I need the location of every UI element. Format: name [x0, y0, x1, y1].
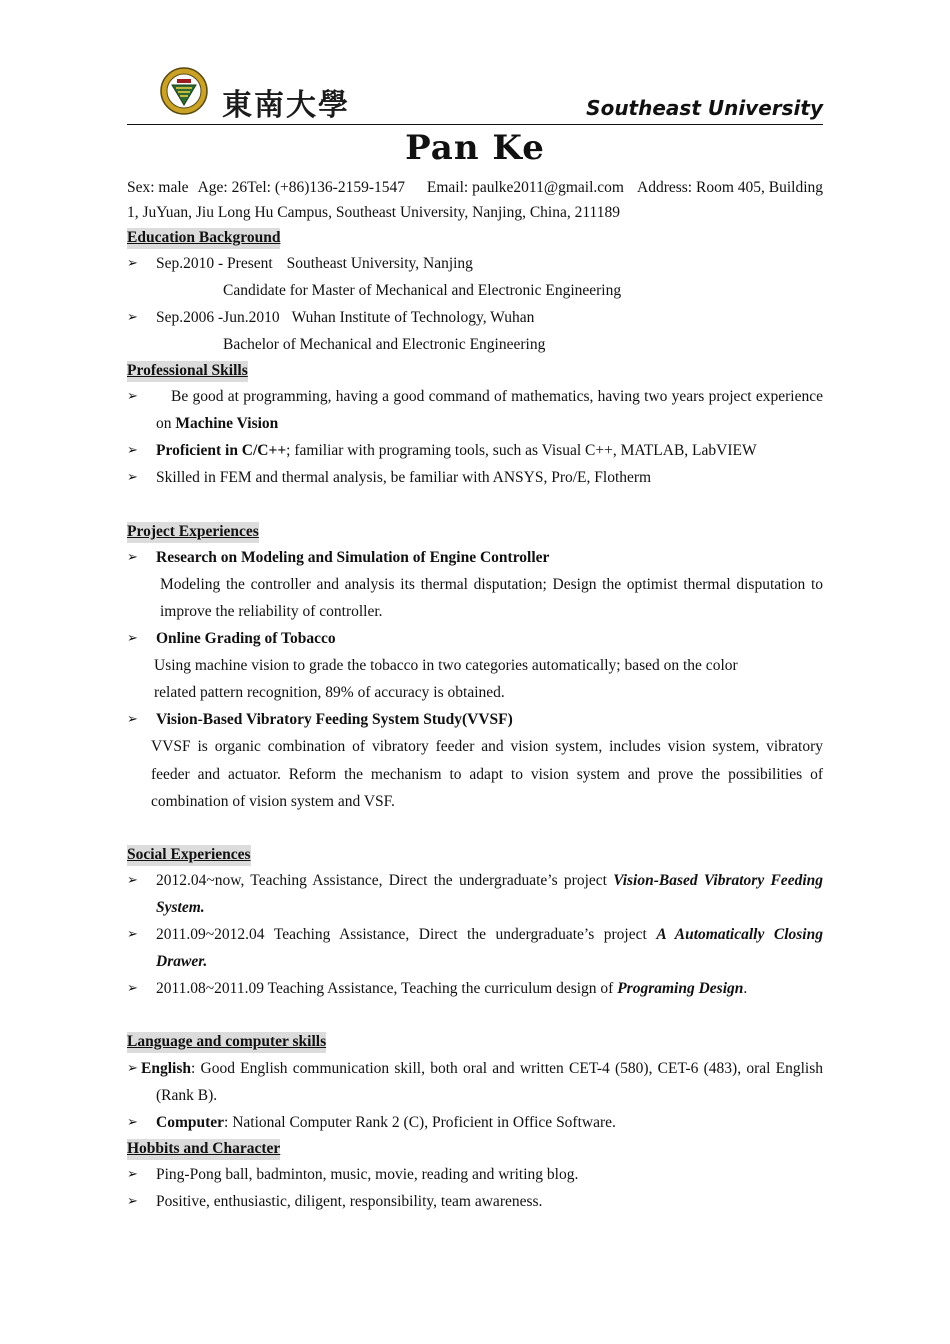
bullet-arrow-icon: ➢: [127, 927, 138, 942]
university-chinese-name: 東南大學: [222, 88, 350, 123]
language-label: English: [141, 1060, 191, 1077]
skill-text: Skilled in FEM and thermal analysis, be familiar with ANSYS, Pro/E, Flotherm: [156, 469, 652, 486]
skill-text: ; familiar with programing tools, such as Visual C++, MATLAB, LabVIEW: [286, 442, 757, 459]
hobby-item: [127, 1188, 823, 1215]
hobby-text: Ping-Pong ball, badminton, music, movie, reading and writing blog.: [156, 1166, 579, 1183]
language-text: : National Computer Rank 2 (C), Proficient in Office Software.: [224, 1114, 616, 1131]
project-item: [127, 544, 823, 571]
education-degree: Candidate for Master of Mechanical and Electronic Engineering: [223, 282, 622, 299]
university-seal-logo: [160, 67, 208, 115]
bullet-arrow-icon: ➢: [127, 981, 138, 996]
language-item: [127, 1055, 823, 1109]
hobby-text: Positive, enthusiastic, diligent, responsibility, team awareness.: [156, 1193, 543, 1210]
skill-item: [127, 383, 823, 437]
social-item: [127, 975, 823, 1002]
project-description-line: Using machine vision to grade the tobacco in two categories automatically; based on the color: [154, 657, 738, 674]
hobbies-heading: Hobbits and Character: [127, 1139, 280, 1160]
skill-item: [127, 437, 823, 464]
education-school: Southeast University, Nanjing: [286, 255, 473, 272]
social-item: [127, 867, 823, 921]
language-text: : Good English communication skill, both oral and written CET-4 (580), CET-6 (483), oral English (Rank B).: [156, 1060, 823, 1104]
project-title: Vision-Based Vibratory Feeding System Study(VVSF): [156, 711, 513, 728]
bullet-arrow-icon: ➢: [127, 1115, 138, 1130]
bullet-arrow-icon: ➢: [127, 1194, 138, 1209]
language-item: [127, 1109, 823, 1136]
project-item: [127, 706, 823, 733]
project-item: [127, 625, 823, 652]
address-field: Address: Room 405, Building 1, JuYuan, Jiu Long Hu Campus, Southeast University, Nanjing, China, 211189: [127, 179, 824, 221]
project-title: Online Grading of Tobacco: [156, 630, 336, 647]
projects-heading: Project Experiences: [127, 522, 259, 543]
project-title: Research on Modeling and Simulation of Engine Controller: [156, 549, 550, 566]
education-dates: Sep.2010 - Present: [156, 255, 273, 272]
education-degree: Bachelor of Mechanical and Electronic Engineering: [223, 336, 546, 353]
language-heading: Language and computer skills: [127, 1032, 326, 1053]
candidate-name: Pan Ke: [405, 128, 545, 168]
bullet-arrow-icon: ➢: [127, 873, 138, 888]
bullet-arrow-icon: ➢: [127, 1061, 138, 1076]
social-project-name: Vision-Based Vibratory Feeding System.: [156, 872, 823, 916]
bullet-arrow-icon: ➢: [127, 712, 138, 727]
social-text: 2011.09~2012.04 Teaching Assistance, Direct the undergraduate’s project: [156, 926, 657, 943]
university-english-name: Southeast University: [586, 96, 823, 120]
email-field: Email: paulke2011@gmail.com: [426, 179, 624, 196]
project-description: VVSF is organic combination of vibratory feeder and vision system, includes vision system, vibratory feeder and actuator. Reform the mechanism to adapt to vision system and prove the possibilities of combination of vision system and VSF.: [151, 738, 823, 810]
bullet-arrow-icon: ➢: [127, 443, 138, 458]
bullet-arrow-icon: ➢: [127, 389, 138, 404]
bullet-arrow-icon: ➢: [127, 1167, 138, 1182]
project-description-line: related pattern recognition, 89% of accuracy is obtained.: [154, 684, 505, 701]
language-label: Computer: [156, 1114, 225, 1131]
bullet-arrow-icon: ➢: [127, 310, 138, 325]
hobby-item: [127, 1161, 823, 1188]
bullet-arrow-icon: ➢: [127, 631, 138, 646]
social-text: 2011.08~2011.09 Teaching Assistance, Teaching the curriculum design of: [156, 980, 618, 997]
education-item: [127, 250, 823, 277]
bullet-arrow-icon: ➢: [127, 550, 138, 565]
age-field: Age: 26: [197, 179, 248, 196]
project-description: Modeling the controller and analysis its thermal disputation; Design the optimist thermal disputation to improve the reliability of controller.: [160, 576, 823, 620]
skill-text: Be good at programming, having a good command of mathematics, having two years project experience on: [156, 388, 823, 432]
skill-item: [127, 464, 823, 491]
education-heading: Education Background: [127, 228, 280, 249]
project-description: [154, 652, 823, 706]
header-divider: [127, 124, 823, 125]
social-text-end: .: [743, 980, 748, 997]
social-heading: Social Experiences: [127, 845, 251, 866]
social-project-name: Programing Design: [617, 980, 744, 997]
skills-heading: Professional Skills: [127, 361, 248, 382]
education-item: [127, 304, 823, 331]
tel-field: Tel: (+86)136-2159-1547: [247, 179, 406, 196]
skill-highlight: Proficient in C/C++: [156, 442, 287, 459]
contact-info: [127, 175, 823, 225]
social-item: [127, 921, 823, 975]
bullet-arrow-icon: ➢: [127, 256, 138, 271]
education-school: Wuhan Institute of Technology, Wuhan: [291, 309, 535, 326]
social-text: 2012.04~now, Teaching Assistance, Direct the undergraduate’s project: [156, 872, 614, 889]
bullet-arrow-icon: ➢: [127, 470, 138, 485]
sex-field: Sex: male: [127, 179, 189, 196]
social-project-name: A Automatically Closing Drawer.: [156, 926, 823, 970]
education-dates: Sep.2006 -Jun.2010: [156, 309, 280, 326]
skill-highlight: Machine Vision: [175, 415, 279, 432]
